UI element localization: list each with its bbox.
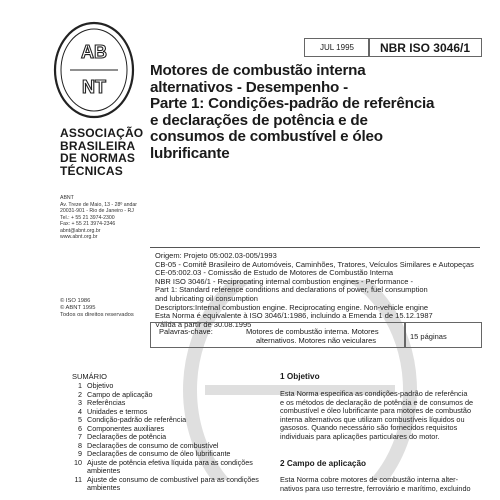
- keywords-line: alternativos. Motores não veiculares: [256, 336, 377, 345]
- body-line: nativos para uso terrestre, ferroviário e marítimo, excluindo: [280, 483, 471, 493]
- body-line: e os métodos de declaração de potência e de consumos de: [280, 397, 474, 407]
- organization-address: [60, 195, 150, 241]
- toc-number: 5: [78, 415, 82, 424]
- divider: [150, 247, 480, 248]
- copyright-line: Todos os direitos reservados: [60, 312, 134, 318]
- copyright-line: © ABNT 1995: [60, 305, 96, 311]
- toc-text: Declarações de potência: [87, 432, 167, 441]
- title-line: Parte 1: Condições-padrão de referência: [150, 95, 435, 113]
- page-count: 15 páginas: [410, 332, 447, 341]
- table-of-contents: [70, 382, 275, 493]
- section-body: [280, 476, 495, 493]
- metadata-block: [155, 252, 490, 329]
- toc-text: Objetivo: [87, 381, 114, 390]
- title-line: consumos de combustível e óleo: [150, 128, 383, 146]
- org-name-line: BRASILEIRA: [60, 138, 136, 153]
- body-line: Esta Norma especifica as condições-padrão de referência: [280, 389, 468, 398]
- section-heading: 1 Objetivo: [280, 372, 320, 381]
- publication-date: JUL 1995: [304, 38, 370, 57]
- toc-number: 7: [78, 432, 82, 441]
- body-line: interna alternativos que utilizam combustíveis líquidos ou: [280, 414, 465, 424]
- abnt-logo: [52, 20, 136, 120]
- org-name-line: ASSOCIAÇÃO: [60, 126, 144, 140]
- body-line: gasosos. Quando necessário são fornecidos requisitos: [280, 423, 458, 433]
- toc-number: 11: [74, 474, 82, 484]
- toc-text: Unidades e termos: [87, 406, 148, 416]
- copyright-block: [60, 298, 150, 319]
- title-line: Motores de combustão interna: [150, 62, 366, 79]
- toc-number: 2: [78, 389, 82, 399]
- svg-text:NT: NT: [82, 77, 106, 97]
- keywords-value: [246, 327, 402, 345]
- address-line: Tel.: + 55 21 3974-2300: [60, 214, 115, 221]
- study-commission-line: CE-05:002.03 - Comissão de Estudo de Motores de Combustão Interna: [155, 268, 394, 278]
- body-line: individuais para aplicações particulares do motor.: [280, 431, 440, 441]
- toc-number: 4: [78, 406, 82, 416]
- descriptors-line: Descriptors:Internal combustion engine. Reciprocating engine. Non-vehicle engine: [155, 302, 429, 312]
- address-line: www.abnt.org.br: [60, 234, 98, 240]
- organization-name: [60, 127, 150, 177]
- committee-line: CB-05 - Comitê Brasileiro de Automóveis, Caminhões, Tratores, Veículos Similares e Autopeças: [155, 259, 474, 269]
- section-heading: 2 Campo de aplicação: [280, 459, 367, 468]
- toc-number: 3: [78, 398, 82, 407]
- english-title-line: NBR ISO 3046/1 - Reciprocating internal combustion engines - Performance -: [155, 276, 414, 286]
- copyright-line: © ISO 1986: [60, 298, 91, 304]
- toc-number: 10: [74, 457, 82, 467]
- toc-number: 9: [78, 449, 82, 458]
- toc-text: Referências: [87, 398, 126, 407]
- english-title-line: and lubricating oil consumption: [155, 293, 258, 303]
- keywords-line: Motores de combustão interna. Motores: [246, 327, 379, 336]
- toc-number: 8: [78, 440, 82, 450]
- body-line: Esta Norma cobre motores de combustão interna alter-: [280, 475, 459, 484]
- toc-text: Declarações de consumo de óleo lubrificante: [87, 449, 231, 458]
- toc-text: Componentes auxiliares: [87, 423, 165, 433]
- english-title-line: Part 1: Standard reference conditions and declarations of power, fuel consumption: [155, 285, 428, 295]
- toc-number: 6: [78, 423, 82, 433]
- address-line: Av. Treze de Maio, 13 - 28º andar: [60, 201, 137, 208]
- toc-text: Ajuste de consumo de combustível para as condições ambientes: [87, 474, 259, 492]
- title-line: e declarações de potência e de: [150, 111, 368, 129]
- address-line: abnt@abnt.org.br: [60, 227, 101, 234]
- toc-item[interactable]: [70, 459, 275, 476]
- toc-text: Declarações de consumo de combustível: [87, 440, 219, 450]
- org-name-line: DE NORMAS: [60, 151, 136, 165]
- title-line: lubrificante: [150, 144, 230, 162]
- keywords-label: Palavras-chave:: [159, 327, 213, 336]
- svg-text:AB: AB: [81, 42, 107, 62]
- toc-text: Ajuste de potência efetiva líquida para as condições ambientes: [87, 457, 253, 475]
- address-line: Fax: + 55 21 3974-2346: [60, 221, 116, 227]
- toc-item[interactable]: [70, 476, 275, 493]
- address-line: 20031-901 - Rio de Janeiro - RJ: [60, 208, 134, 214]
- toc-text: Condição-padrão de referência: [87, 415, 187, 424]
- origin-line: Origem: Projeto 05:002.03-005/1993: [155, 251, 277, 260]
- summary-heading: SUMÁRIO: [72, 372, 108, 381]
- toc-text: Campo de aplicação: [87, 389, 153, 399]
- validity-line: Válida a partir de 30.08.1995: [155, 319, 252, 329]
- standard-id: NBR ISO 3046/1: [368, 38, 482, 57]
- title-line: alternativos - Desempenho -: [150, 78, 348, 96]
- org-name-line: TÉCNICAS: [60, 163, 123, 178]
- document-title: [150, 63, 490, 163]
- section-body: [280, 390, 495, 442]
- body-line: combustível e óleo lubrificante para motores de combustão: [280, 406, 472, 416]
- equivalence-line: Esta Norma é equivalente à ISO 3046/1:1986, incluindo a Emenda 1 de 15.12.1987: [155, 311, 433, 321]
- address-line: ABNT: [60, 195, 74, 201]
- toc-number: 1: [78, 381, 82, 390]
